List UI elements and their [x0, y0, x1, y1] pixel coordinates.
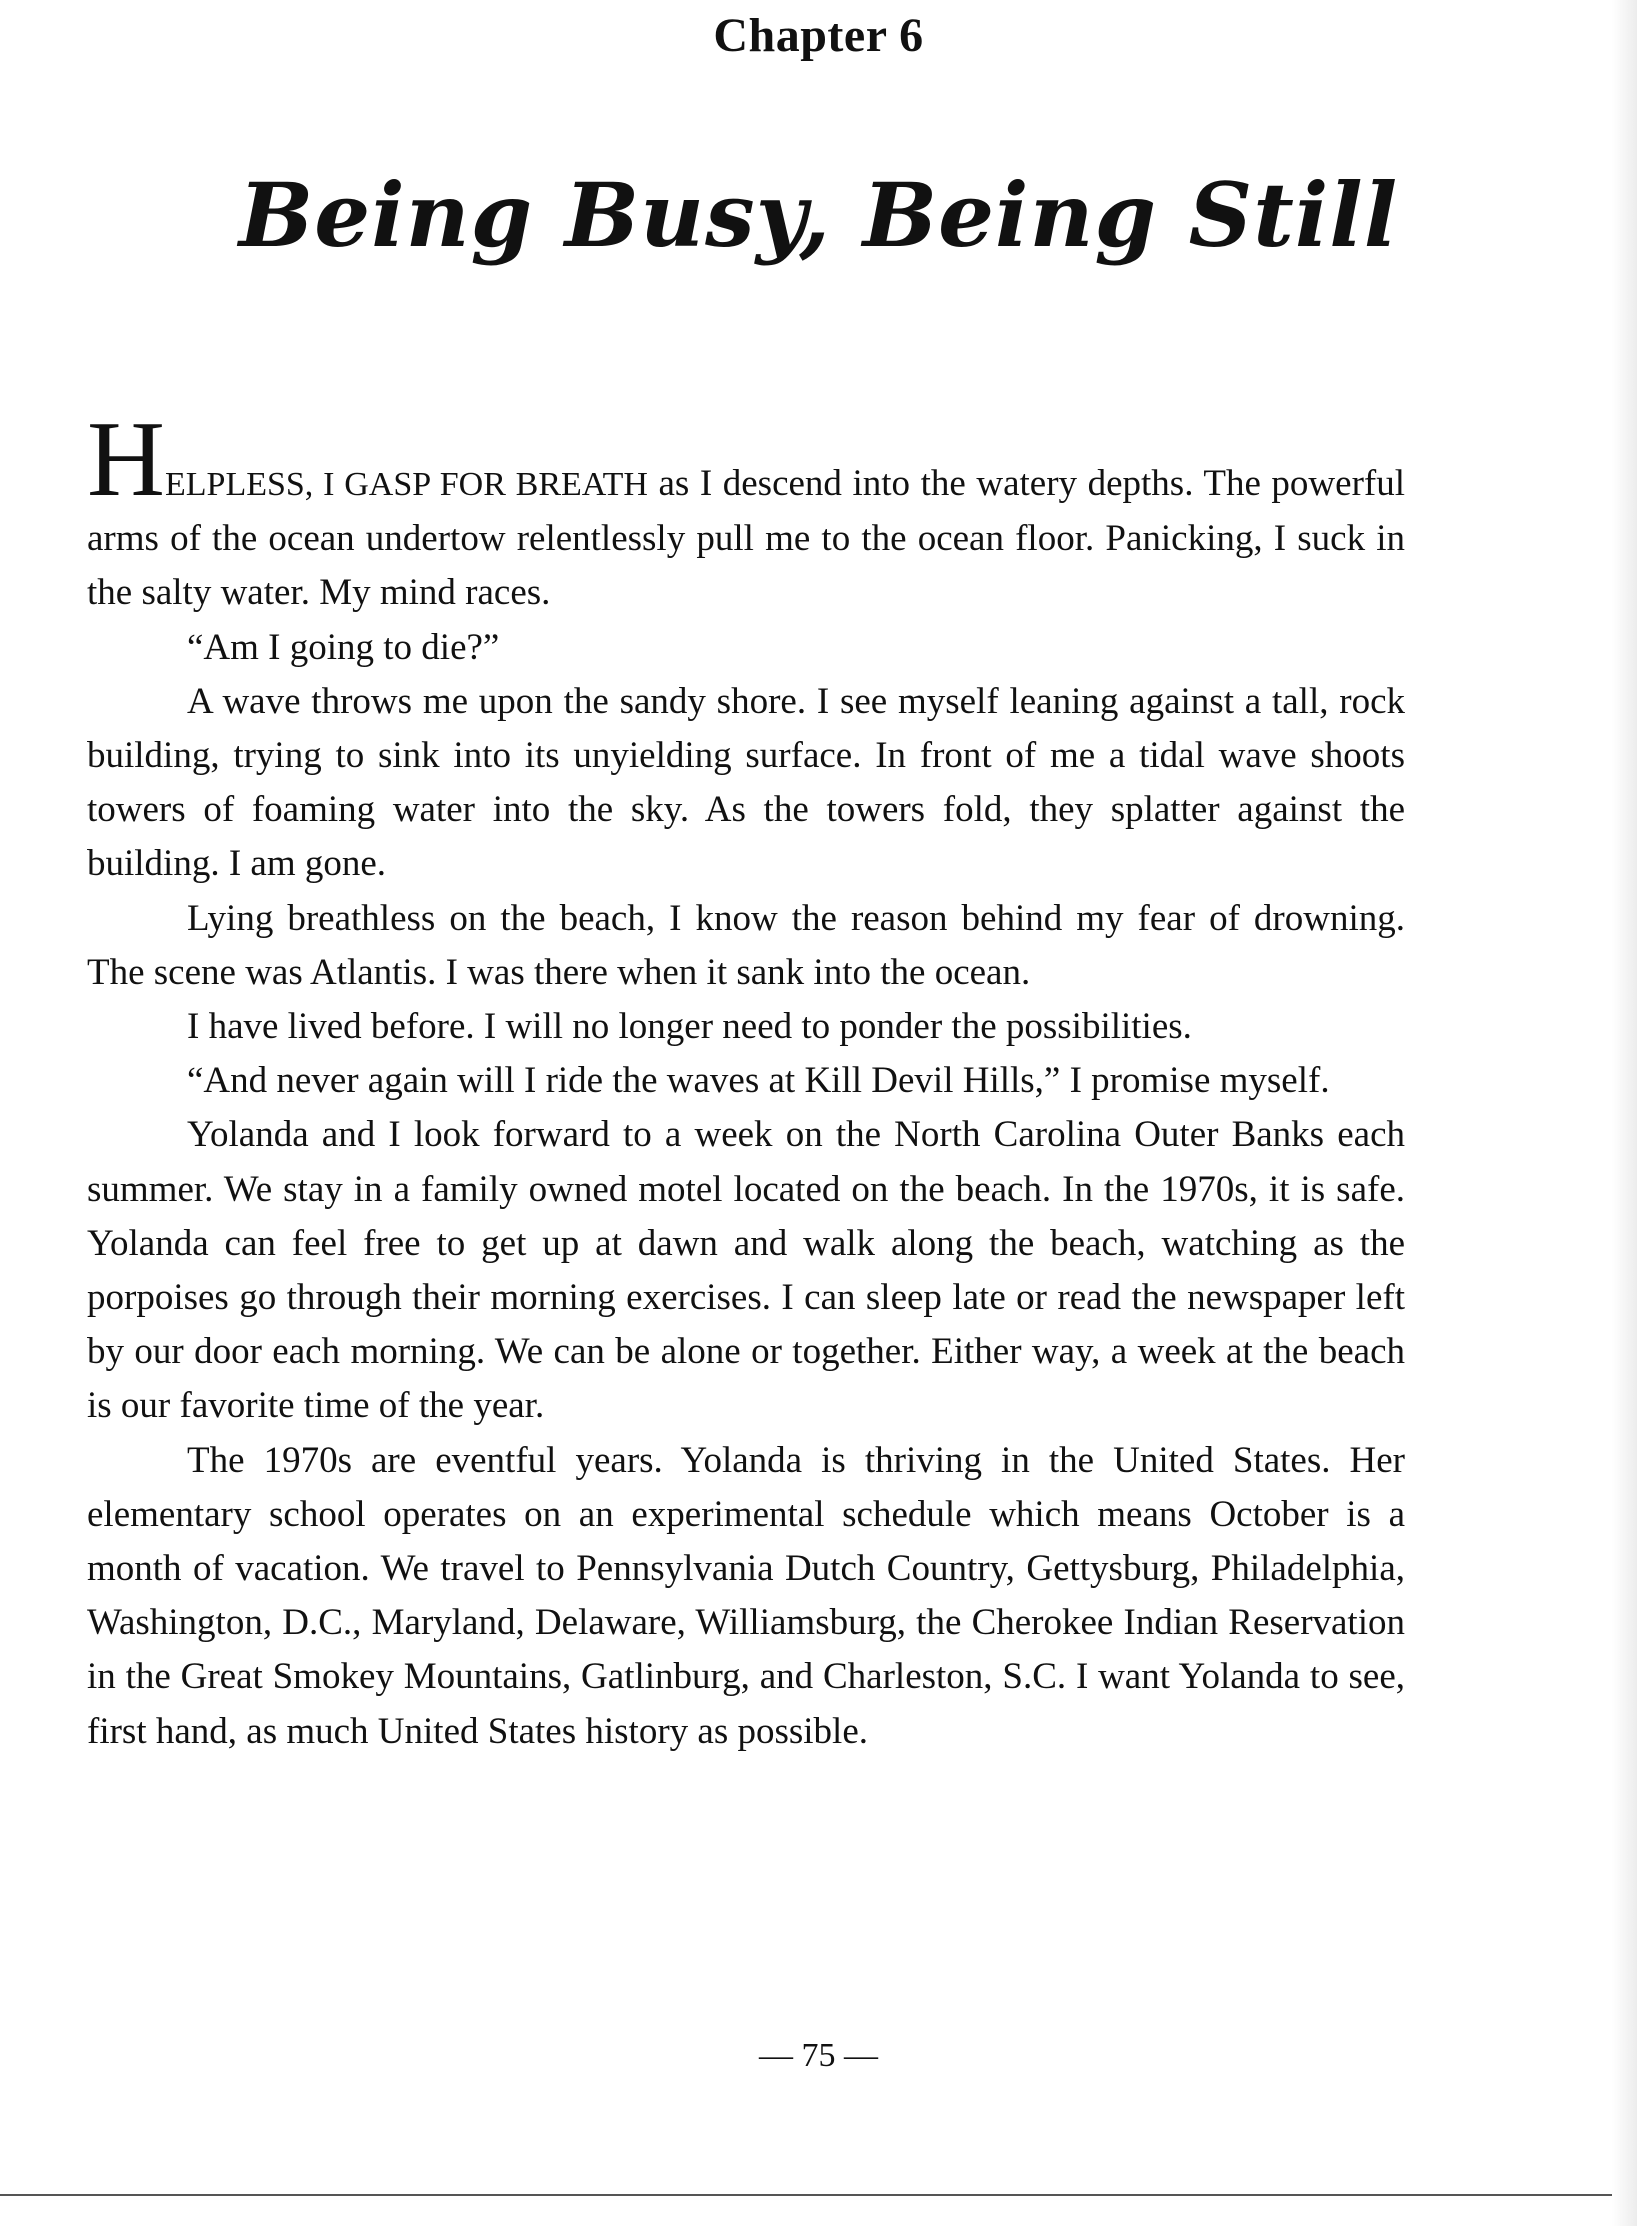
body-text — [87, 400, 1405, 1759]
bottom-edge-line — [0, 2194, 1637, 2196]
opening-paragraph — [87, 400, 1405, 621]
opening-small-caps: ELPLESS, I GASP FOR BREATH — [165, 466, 648, 503]
paragraph: The 1970s are eventful years. Yolanda is thriving in the United States. Her elementary school operates on an experimental schedule which means October is a month of vacation. We travel to Pennsylvania Dutch Country, Gettysburg, Philadelphia, Washington, D.C., Maryland, Delaware, Williamsburg, the Cherokee Indian Reservation in the Great Smokey Mountains, Gatlinburg, and Charleston, S.C. I want Yolanda to see, first hand, as much United States history as possible. — [87, 1439, 1405, 1752]
chapter-number: Chapter 6 — [713, 9, 924, 62]
chapter-title: Being Busy, Being Still — [238, 163, 1399, 267]
page-edge-shadow — [1612, 0, 1637, 2226]
paragraph: “Am I going to die?” — [187, 626, 500, 668]
paragraph: I have lived before. I will no longer need to ponder the possibilities. — [187, 1006, 1192, 1048]
page-number: — 75 — — [759, 2037, 878, 2074]
opening-text: as I descend into the watery depths. The powerful arms of the ocean undertow relentlessly pull me to the ocean floor. Panicking, I suck in the salty water. My mind races. — [87, 463, 1405, 614]
paragraph: Yolanda and I look forward to a week on the North Carolina Outer Banks each summer. We stay in a family owned motel located on the beach. In the 1970s, it is safe. Yolanda can feel free to get up at dawn and walk along the beach, watching as the porpoises go through their morning exercises. I can sleep late or read the newspaper left by our door each morning. We can be alone or together. Either way, a week at the beach is our favorite time of the year. — [87, 1114, 1405, 1427]
paragraph: A wave throws me upon the sandy shore. I see myself leaning against a tall, rock building, trying to sink into its unyielding surface. In front of me a tidal wave shoots towers of foaming water into the sky. As the towers fold, they splatter against the building. I am gone. — [87, 680, 1405, 885]
paragraph: Lying breathless on the beach, I know the reason behind my fear of drowning. The scene was Atlantis. I was there when it sank into the ocean. — [87, 897, 1405, 993]
paragraph: “And never again will I ride the waves at Kill Devil Hills,” I promise myself. — [187, 1060, 1330, 1102]
drop-cap: H — [87, 400, 165, 519]
